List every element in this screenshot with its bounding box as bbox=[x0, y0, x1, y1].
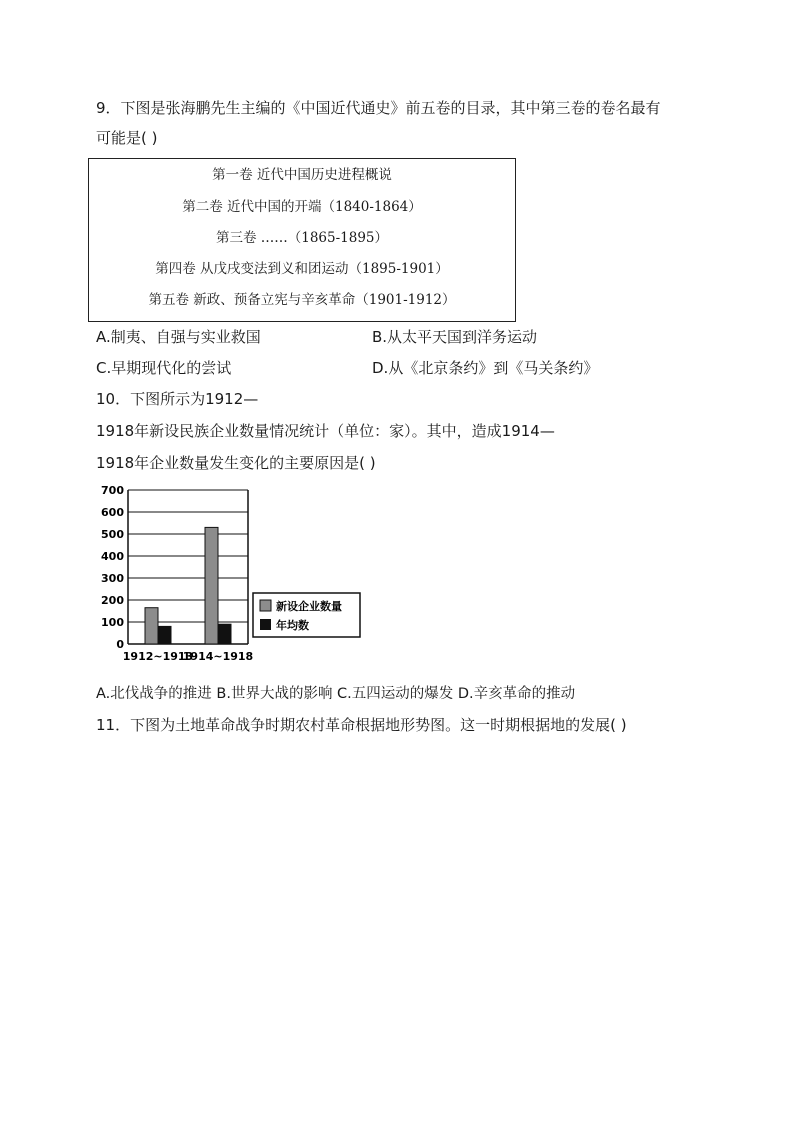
toc-item-2: 第二卷 近代中国的开端（1840-1864） bbox=[182, 199, 422, 215]
q9-stem-line2: 可能是( ) bbox=[96, 129, 158, 147]
y-tick-label: 0 bbox=[116, 638, 124, 651]
y-tick-label: 400 bbox=[101, 550, 124, 563]
legend-label-new: 新设企业数量 bbox=[276, 600, 342, 613]
q9-option-b: B.从太平天国到洋务运动 bbox=[372, 328, 538, 346]
y-tick-label: 100 bbox=[101, 616, 124, 629]
x-tick-label: 1914~1918 bbox=[182, 650, 254, 663]
enterprise-bar-chart bbox=[92, 484, 372, 669]
y-tick-label: 500 bbox=[101, 528, 124, 541]
toc-item-4: 第四卷 从戊戌变法到义和团运动（1895-1901） bbox=[155, 261, 449, 277]
bar-new-2 bbox=[205, 527, 218, 644]
x-tick-label: 1912~1913 bbox=[122, 650, 194, 663]
toc-item-1: 第一卷 近代中国历史进程概说 bbox=[212, 167, 392, 183]
y-tick-label: 200 bbox=[101, 594, 124, 607]
q10-stem-line1: 10．下图所示为1912— bbox=[96, 390, 259, 408]
q10-stem-line2: 1918年新设民族企业数量情况统计（单位：家）。其中，造成1914— bbox=[96, 422, 555, 440]
bar-new-1 bbox=[145, 608, 158, 644]
legend-label-avg: 年均数 bbox=[276, 619, 309, 632]
y-tick-labels bbox=[101, 484, 124, 651]
chart-bars bbox=[145, 527, 231, 644]
y-tick-label: 700 bbox=[101, 484, 124, 497]
toc-item-5: 第五卷 新政、预备立宪与辛亥革命（1901-1912） bbox=[148, 292, 456, 308]
toc-item-3: 第三卷 ……（1865-1895） bbox=[215, 230, 389, 246]
toc-box bbox=[88, 158, 516, 322]
q10-options: A.北伐战争的推进 B.世界大战的影响 C.五四运动的爆发 D.辛亥革命的推动 bbox=[96, 686, 576, 702]
q11-stem-line1: 11．下图为土地革命战争时期农村革命根据地形势图。这一时期根据地的发展( ) bbox=[96, 716, 627, 734]
q9-option-d: D.从《北京条约》到《马关条约》 bbox=[372, 359, 599, 377]
bar-avg-1 bbox=[158, 626, 171, 644]
q9-option-c: C.早期现代化的尝试 bbox=[96, 359, 232, 377]
legend-swatch-new bbox=[260, 600, 271, 611]
q9-stem-line1: 9．下图是张海鹏先生主编的《中国近代通史》前五卷的目录，其中第三卷的卷名最有 bbox=[96, 99, 661, 117]
bar-avg-2 bbox=[218, 624, 231, 644]
y-tick-label: 600 bbox=[101, 506, 124, 519]
legend-swatch-avg bbox=[260, 619, 271, 630]
q9-option-a: A.制夷、自强与实业救国 bbox=[96, 328, 261, 346]
q10-stem-line3: 1918年企业数量发生变化的主要原因是( ) bbox=[96, 454, 376, 472]
y-tick-label: 300 bbox=[101, 572, 124, 585]
x-tick-labels bbox=[123, 650, 253, 663]
